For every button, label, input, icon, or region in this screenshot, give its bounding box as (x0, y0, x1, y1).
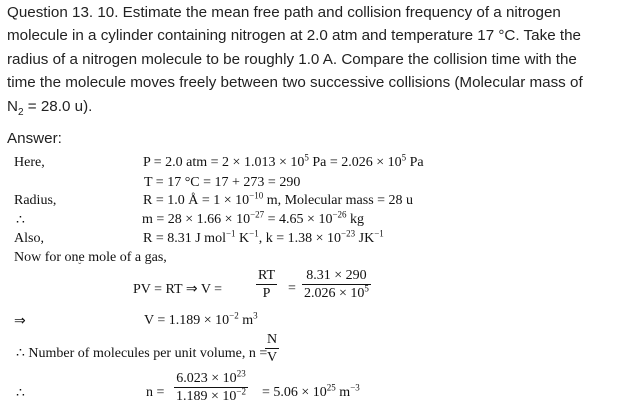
question-line-5: $N_2 = 28.0$ u). (7, 97, 93, 118)
question-line-4: time the molecule moves freely between two successive collisions (Molecular mass of (7, 74, 583, 92)
therefore-symbol: ∴ (16, 213, 25, 228)
fraction-denominator: $2.026 \times 10^5$ (304, 283, 369, 301)
equation-gas-constants: R = 8.31 J mol$^{-1}$ $K^{-1}$, $k = 1.38 \times 10^{-23}$ $JK^{-1}$ (143, 228, 384, 246)
fraction-numerator: N (267, 332, 278, 347)
question-line-3: radius of a nitrogen molecule to be roughly 1.0 A. Compare the collision time with the (7, 50, 577, 68)
handwritten-mark: ˇ (78, 262, 82, 273)
question-line-2: molecule in a cylinder containing nitrogen at 2.0 atm and temperature 17 °C. Take the (7, 27, 581, 45)
implies-arrow: ⇒ (14, 314, 26, 329)
question-line-1: Question 13. 10. Estimate the mean free path and collision frequency of a nitrogen (7, 4, 561, 21)
therefore-symbol: ∴ (16, 386, 25, 401)
fraction-rt-over-p (256, 268, 277, 302)
fraction-numerator: RT (258, 268, 276, 283)
fraction-numerator: 8.31 × 290 (306, 268, 367, 283)
equation-mass: $m = 28 \times 1.66 \times 10^{-27} = 4.65 \times 10^{-26}$ kg (142, 209, 365, 227)
label-also: Also, (14, 231, 44, 246)
equation-volume: $V = 1.189 \times 10^{-2}$ $m^3$ (144, 310, 258, 328)
equation-n-lhs: n = (146, 385, 165, 400)
equation-n-result: = $5.06 \times 10^{25}$ $m^{-3}$ (262, 382, 360, 400)
question-text (7, 1, 622, 118)
text-number-of-molecules: ∴ Number of molecules per unit volume, n = (16, 346, 268, 361)
fraction-volume-values (302, 268, 371, 302)
fraction-denominator: P (256, 284, 277, 302)
label-radius: Radius, (14, 193, 57, 208)
fraction-denominator: $1.189 \times 10^{-2}$ (176, 386, 246, 404)
equation-temperature: T = 17 °C = 17 + 273 = 290 (144, 175, 301, 190)
fraction-n-over-v (265, 332, 279, 366)
answer-label: Answer: (7, 130, 62, 147)
equation-radius: R = 1.0 Å = $1 \times 10^{-10}$ m, Molecular mass = 28 u (143, 190, 414, 208)
label-here: Here, (14, 155, 45, 170)
equation-pv-lhs: PV = RT ⇒ V = (133, 282, 223, 297)
fraction-molecule-density (174, 368, 248, 405)
text-one-mole: Now for one mole of a gas, (14, 250, 167, 265)
fraction-denominator: V (267, 350, 278, 365)
fraction-numerator: $6.023 \times 10^{23}$ (176, 368, 246, 386)
equation-pressure: P = 2.0 atm = $2 \times 1.013 \times 10^5$ $Pa = 2.026 \times 10^5$ Pa (143, 152, 424, 170)
equals-sign: = (288, 281, 296, 296)
